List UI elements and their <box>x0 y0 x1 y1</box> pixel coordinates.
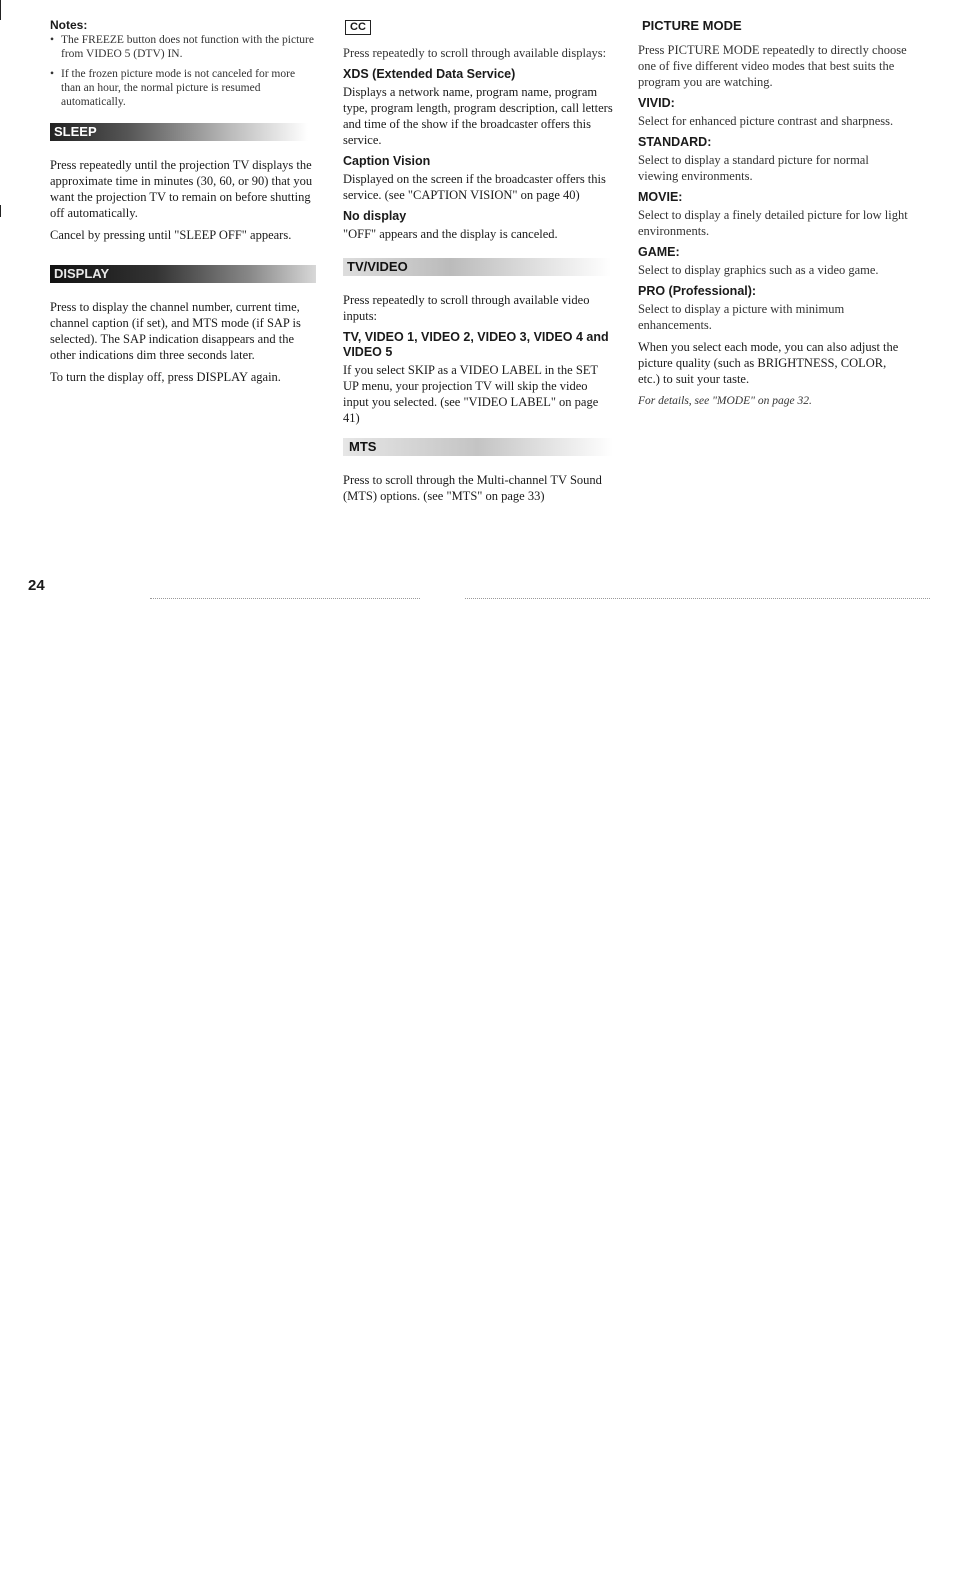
tv-video-button-bar <box>343 258 611 276</box>
sleep-cancel-text: Cancel by pressing until "SLEEP OFF" appears. <box>50 228 292 242</box>
note-item: • If the frozen picture mode is not canceled for more than an hour, the normal picture is resumed automatically. <box>50 67 316 109</box>
picture-mode-intro: Press PICTURE MODE repeatedly to directly choose one of five different video modes that best suits the program you are watching. <box>638 43 907 89</box>
mode-desc-pro: Select to display a picture with minimum enhancements. <box>638 302 845 332</box>
adjust-text: When you select each mode, you can also adjust the picture quality (such as BRIGHTNESS, COLOR, etc.) to suit your taste. <box>638 340 899 386</box>
mode-name-standard: STANDARD: <box>638 135 712 149</box>
notes-list <box>50 33 316 109</box>
mts-text: Press to scroll through the Multi-channel TV Sound (MTS) options. (see "MTS" on page 33) <box>343 473 602 503</box>
tv-video-label: TV/VIDEO <box>347 259 408 274</box>
mode-name-movie: MOVIE: <box>638 190 683 204</box>
note-item: • The FREEZE button does not function with the picture from VIDEO 5 (DTV) IN. <box>50 33 316 61</box>
cc-icon: CC <box>345 20 371 35</box>
tv-video-intro: Press repeatedly to scroll through available video inputs: <box>343 293 590 323</box>
caption-vision-heading: Caption Vision <box>343 154 431 168</box>
left-column <box>50 16 316 391</box>
mode-name-pro: PRO (Professional): <box>638 284 757 298</box>
xds-heading: XDS (Extended Data Service) <box>343 67 516 81</box>
no-display-text: "OFF" appears and the display is canceled. <box>343 227 558 241</box>
caption-vision-text: Displayed on the screen if the broadcaster offers this service. (see "CAPTION VISION" on page 40) <box>343 172 606 202</box>
picture-mode-title: PICTURE MODE <box>642 18 742 33</box>
video-inputs-heading: TV, VIDEO 1, VIDEO 2, VIDEO 3, VIDEO 4 and VIDEO 5 <box>343 330 609 359</box>
mode-desc-vivid: Select for enhanced picture contrast and sharpness. <box>638 114 894 128</box>
cc-intro: Press repeatedly to scroll through available displays: <box>343 46 607 60</box>
mode-name-vivid: VIVID: <box>638 96 675 110</box>
sleep-button-bar <box>50 123 308 141</box>
notes-heading: Notes: <box>50 18 88 32</box>
display-off-text: To turn the display off, press DISPLAY again. <box>50 370 281 384</box>
edge-mark-mid <box>0 205 1 217</box>
no-display-heading: No display <box>343 209 407 223</box>
footer-rule-right <box>465 598 930 599</box>
mode-desc-game: Select to display graphics such as a video game. <box>638 263 879 277</box>
right-column <box>638 16 908 415</box>
mode-desc-movie: Select to display a finely detailed picture for low light environments. <box>638 208 908 238</box>
details-reference: For details, see "MODE" on page 32. <box>638 395 812 407</box>
display-button-bar <box>50 265 316 283</box>
mode-desc-standard: Select to display a standard picture for normal viewing environments. <box>638 153 869 183</box>
display-label: DISPLAY <box>54 266 110 281</box>
sleep-label: SLEEP <box>54 124 97 139</box>
xds-text: Displays a network name, program name, program type, program length, program description, call letters and time of the show if the broadcaster offers this service. <box>343 85 613 147</box>
footer-rule-left <box>150 598 420 599</box>
sleep-description: Press repeatedly until the projection TV displays the approximate time in minutes (30, 60, or 90) that you want the projection TV to remain on before shutting off automatically. <box>50 158 313 220</box>
mts-button-bar <box>343 438 613 456</box>
edge-mark-top <box>0 0 1 20</box>
mode-name-game: GAME: <box>638 245 680 259</box>
middle-column <box>343 16 613 510</box>
video-inputs-text: If you select SKIP as a VIDEO LABEL in the SET UP menu, your projection TV will skip the video input you selected. (see "VIDEO LABEL" on page 41) <box>343 363 599 425</box>
mts-label: MTS <box>349 439 377 454</box>
display-description: Press to display the channel number, current time, channel caption (if set), and MTS mode (if SAP is selected). The SAP indication disappears and the other indications dim three seconds later. <box>50 300 301 362</box>
page-number: 24 <box>28 577 45 594</box>
